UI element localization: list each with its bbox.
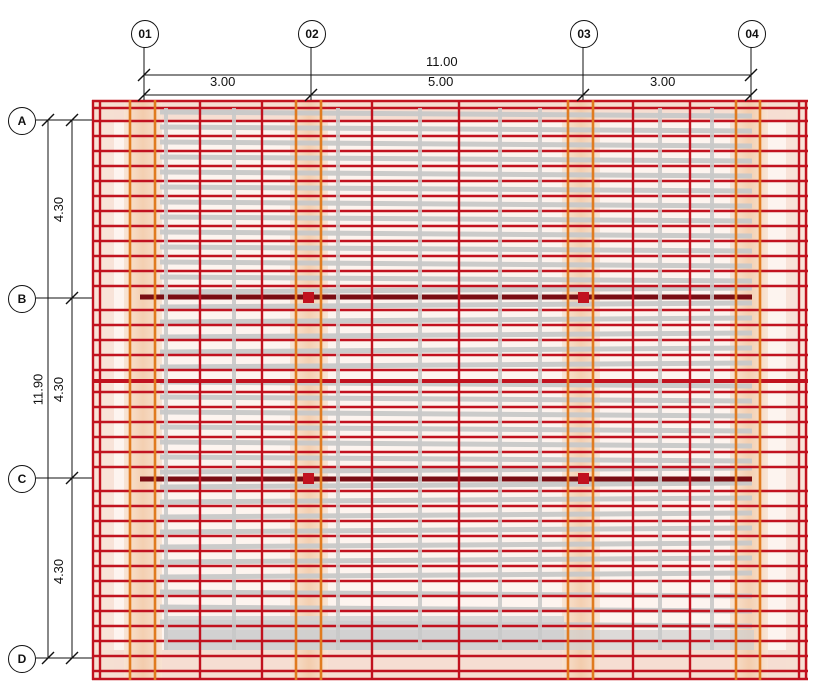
grid-bubble-b-label: B xyxy=(17,292,27,306)
dimension-overall-left: 11.90 xyxy=(30,373,46,406)
grid-bubble-04-label: 04 xyxy=(745,27,759,41)
grid-bubble-01[interactable] xyxy=(131,20,159,48)
grid-bubble-b[interactable] xyxy=(8,285,36,313)
dimension-segment-top-2: 5.00 xyxy=(428,74,454,89)
grid-bubble-02[interactable] xyxy=(298,20,326,48)
grid-bubble-d-label: D xyxy=(17,652,27,666)
grid-bubble-01-label: 01 xyxy=(138,27,152,41)
dimension-overall-top: 11.00 xyxy=(426,54,458,69)
grid-bubble-02-label: 02 xyxy=(305,27,319,41)
dimension-segment-top-1: 3.00 xyxy=(210,74,236,89)
grid-bubble-03-label: 03 xyxy=(577,27,591,41)
grid-bubble-a[interactable] xyxy=(8,107,36,135)
grid-bubble-04[interactable] xyxy=(738,20,766,48)
dimension-segment-left-2: 4.30 xyxy=(51,376,67,403)
dimension-segment-left-1: 4.30 xyxy=(51,196,67,223)
dimension-segment-top-3: 3.00 xyxy=(650,74,676,89)
grid-bubble-c[interactable] xyxy=(8,465,36,493)
grid-bubble-a-label: A xyxy=(17,114,27,128)
grid-bubble-c-label: C xyxy=(17,472,27,486)
grid-bubble-d[interactable] xyxy=(8,645,36,673)
dimension-segment-left-3: 4.30 xyxy=(51,558,67,585)
grid-bubble-03[interactable] xyxy=(570,20,598,48)
